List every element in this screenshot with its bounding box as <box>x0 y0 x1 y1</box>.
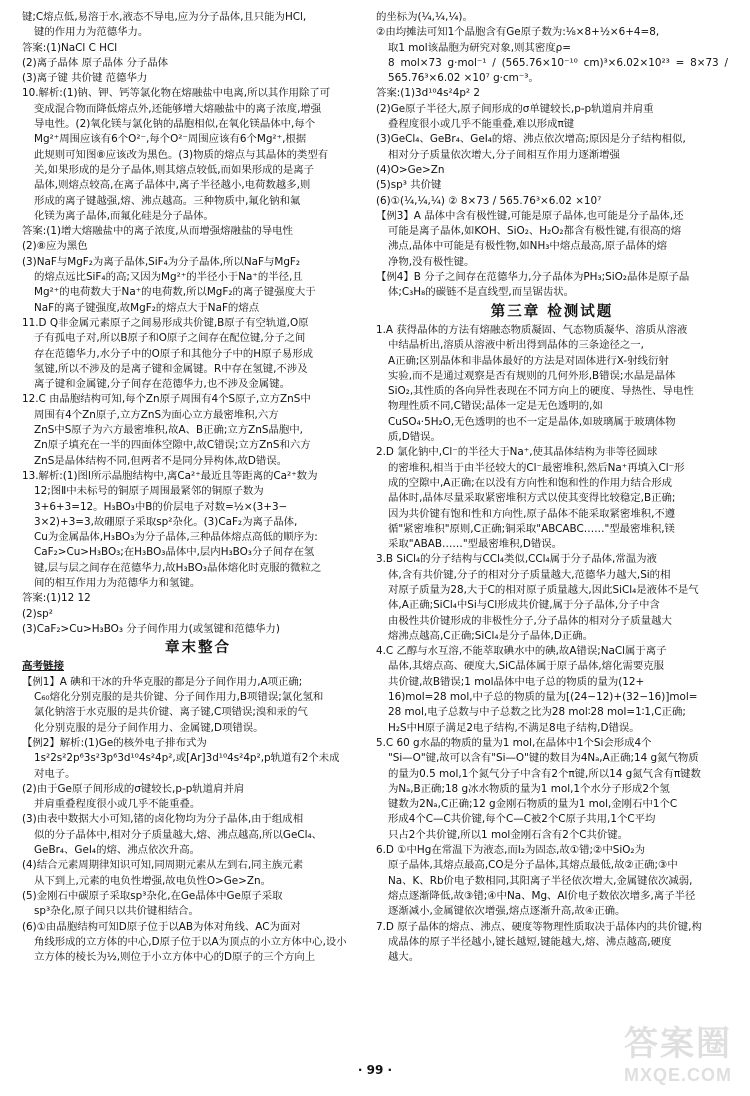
text-line: (6)①由晶胞结构可知D原子位于以AB为体对角线、AC为面对 <box>22 920 301 933</box>
page-number: · 99 · <box>357 1063 393 1077</box>
text-line: 【例4】B 分子之间存在范德华力,分子晶体为PH₃;SiO₂晶体是原子晶 <box>376 271 690 284</box>
text-line: (2)Ge原子半径大,原子间形成的σ单键较长,p-p轨道肩并肩重 <box>376 102 654 115</box>
test-question-6 <box>376 843 728 919</box>
text-line: 可能是离子晶体,如KOH、SiO₂、H₂O₂都含有极性键,有很高的熔 <box>388 225 682 238</box>
text-line: 取1 mol该晶胞为研究对象,则其密度ρ= <box>388 41 571 54</box>
test-question-4 <box>376 644 728 736</box>
right-column <box>376 10 728 965</box>
text-line: Cu为金属晶体,H₃BO₃为分子晶体,三种晶体熔点高低的顺序为: <box>34 531 318 544</box>
text-line: 采取"ABAB……"型最密堆积,D错误。 <box>388 538 563 551</box>
text-line: 1.A 获得晶体的方法有熔融态物质凝固、气态物质凝华、溶质从溶液 <box>376 323 688 336</box>
text-line: 相对分子质量依次增大,分子间相互作用力逐渐增强 <box>388 148 620 161</box>
text-line: C₆₀熔化分别克服的是共价键、分子间作用力,B项错误;氯化氢和 <box>34 691 324 704</box>
test-question-7 <box>376 920 728 966</box>
text-line: (2)由于Ge原子间形成的σ键较长,p-p轨道肩并肩 <box>22 782 245 795</box>
text-line: 成的空隙中,A正确;在以没有方向性和饱和性的作用力结合形成 <box>388 476 673 489</box>
text-line: 质,D错误。 <box>388 431 441 444</box>
text-line: CaF₂>Cu>H₃BO₃;在H₃BO₃晶体中,层内H₃BO₃分子间存在氢 <box>34 546 315 559</box>
text-line: 答案:(1)NaCl C HCl <box>22 41 118 54</box>
chapter-title: 第三章 检测试题 <box>490 303 614 320</box>
text-line: 关,如果形成的是分子晶体,则其熔点较低,而如果形成的是离子 <box>34 163 315 176</box>
text-line: 对电子。 <box>34 767 76 780</box>
text-line: (3)NaF与MgF₂为离子晶体,SiF₄为分子晶体,所以NaF与MgF₂ <box>22 255 301 268</box>
test-question-1 <box>376 323 728 445</box>
test-question-2 <box>376 445 728 552</box>
text-line: (3)CaF₂>Cu>H₃BO₃ 分子间作用力(或氢键和范德华力) <box>22 622 280 635</box>
text-line: 越大。 <box>388 951 420 964</box>
text-line: 似的分子晶体中,相对分子质量越大,熔、沸点越高,所以GeCl₄、 <box>34 828 323 841</box>
question-10 <box>22 86 374 315</box>
text-line: (2)离子晶体 原子晶体 分子晶体 <box>22 56 169 69</box>
text-line: 对原子质量为28,大于C的相对原子质量越大,因此SiCl₄是液体不是气 <box>388 583 699 596</box>
text-line: Zn原子填充在一半的四面体空隙中,故C错误;立方ZnS和六方 <box>34 439 311 452</box>
example-3 <box>376 209 728 270</box>
text-line: 为Nₐ,B正确;18 g冰水物质的量为1 mol,1个水分子形成2个氢 <box>388 782 670 795</box>
text-line: (4)O>Ge>Zn <box>376 163 445 176</box>
text-line: 晶体,其熔点高、硬度大,SiC晶体属于原子晶体,熔化需要克服 <box>388 660 665 673</box>
text-line: 3×2)+3=3,故硼原子采取sp²杂化。(3)CaF₂为离子晶体, <box>34 515 298 528</box>
text-line: 中结晶析出,溶质从溶液中析出得到晶体的三条途径之一, <box>388 339 644 352</box>
text-line: 10.解析:(1)钠、钾、钙等氯化物在熔融盐中电离,所以其作用除了可 <box>22 87 331 100</box>
text-line: 键,层与层之间存在范德华力,故H₃BO₃晶体熔化时克服的微粒之 <box>34 561 322 574</box>
text-line: ②由均摊法可知1个晶胞含有Ge原子数为:⅛×8+½×6+4=8, <box>376 26 660 39</box>
text-line: 循"紧密堆积"原则,C正确;铜采取"ABCABC……"型最密堆积,镁 <box>388 522 675 535</box>
text-line: 键的作用力为范德华力。 <box>34 26 149 39</box>
text-line: 3+6+3=12。H₃BO₃中B的价层电子对数=½×(3+3− <box>34 500 288 513</box>
text-line: SiO₂,其性质的各向异性表现在不同方向上的硬度、导热性、导电性 <box>388 385 694 398</box>
text-line: 成晶体的原子半径越小,键长越短,键能越大,熔、沸点越高,硬度 <box>388 935 672 948</box>
text-line: CuSO₄·5H₂O,无色透明的也不一定是晶体,如玻璃属于玻璃体物 <box>388 415 676 428</box>
text-line: H₂S中H原子满足2电子结构,不满足8电子结构,D错误。 <box>388 721 640 734</box>
text-line: 导电性。(2)氧化镁与氯化钠的晶胞相似,在氧化镁晶体中,每个 <box>34 118 316 131</box>
watermark-text: 答案圈 <box>624 1024 732 1064</box>
left-top-block <box>22 10 374 86</box>
text-line: 晶体,则熔点较高,在离子晶体中,离子半径越小,电荷数越多,则 <box>34 179 311 192</box>
text-line: 从下到上,元素的电负性增强,故电负性O>Ge>Zn。 <box>34 874 271 887</box>
text-line: A正确;区别晶体和非晶体最好的方法是对固体进行X-射线衍射 <box>388 354 669 367</box>
text-line: ZnS中S原子为六方最密堆积,故A、B正确;立方ZnS晶胞中, <box>34 424 303 437</box>
text-line: 体;C₃H₈的碳链不是直线型,而呈锯齿状。 <box>388 286 575 299</box>
text-line: 子有孤电子对,所以B原子和O原子之间存在配位键,分子之间 <box>34 332 306 345</box>
text-line: GeBr₄、GeI₄的熔、沸点依次升高。 <box>34 844 200 857</box>
text-line: Na、K、Rb价电子数相同,其阳离子半径依次增大,金属键依次减弱, <box>388 874 693 887</box>
text-line: 周围有4个Zn原子,立方ZnS为面心立方最密堆积,六方 <box>34 408 279 421</box>
text-line: (4)结合元素周期律知识可知,同周期元素从左到右,同主族元素 <box>22 859 304 872</box>
text-line: 的熔点远比SiF₄的高;又因为Mg²⁺的半径小于Na⁺的半径,且 <box>34 271 303 284</box>
test-question-5 <box>376 736 728 843</box>
text-line: 体,A正确;SiCl₄中Si与Cl形成共价键,属于分子晶体,分子中含 <box>388 599 660 612</box>
text-line: 键数为2Nₐ,C正确;12 g金刚石物质的量为1 mol,金刚石中1个C <box>388 798 678 811</box>
text-line: 【例2】解析:(1)Ge的核外电子排布式为 <box>22 736 207 749</box>
text-line: 的量为0.5 mol,1个氮气分子中含有2个π键,所以14 g氮气含有π键数 <box>388 767 701 780</box>
section-title: 章末整合 <box>165 640 231 657</box>
text-line: 8 mol×73 g·mol⁻¹ / (565.76×10⁻¹⁰ cm)³×6.02×10²³ = 8×73 / 565.76³×6.02 ×10⁷ g·cm⁻³。 <box>388 56 728 85</box>
text-line: 氯化钠溶于水克服的是共价键、离子键,C项错误;溴和汞的气 <box>34 706 308 719</box>
text-line: 因为共价键有饱和性和方向性,原子晶体不能采取紧密堆积,不遵 <box>388 507 676 520</box>
text-line: (5)金刚石中碳原子采取sp³杂化,在Ge晶体中Ge原子采取 <box>22 889 283 902</box>
text-line: 晶体时,晶体尽量采取紧密堆积方式以使其变得比较稳定,B正确; <box>388 492 676 505</box>
text-line: 的密堆积,相当于由半径较大的Cl⁻最密堆积,然后Na⁺再填入Cl⁻形 <box>388 461 685 474</box>
text-line: 净物,没有极性键。 <box>388 255 475 268</box>
text-line: sp³杂化,原子间只以共价键相结合。 <box>34 905 199 918</box>
text-line: 沸点,晶体中可能是有极性物,如NH₃中熔点最高,原子晶体的熔 <box>388 240 668 253</box>
text-line: "Si—O"键,故可以含有"Si—O"键的数目为4Nₐ,A正确;14 g氮气物质 <box>388 752 699 765</box>
text-line: (5)sp³ 共价键 <box>376 179 442 192</box>
text-line: 此规则可知图⑧应该改为黑色。(3)物质的熔点与其晶体的类型有 <box>34 148 329 161</box>
text-line: 2.D 氯化钠中,Cl⁻的半径大于Na⁺,使其晶体结构为非等径圆球 <box>376 446 658 459</box>
text-line: 12.C 由晶胞结构可知,每个Zn原子周围有4个S原子,立方ZnS中 <box>22 393 311 406</box>
example-2-continued <box>376 10 728 209</box>
text-line: 16)mol=28 mol,中子总的物质的量为[(24−12)+(32−16)]mol= <box>388 691 698 704</box>
text-line: 13.解析:(1)图Ⅰ所示晶胞结构中,离Ca²⁺最近且等距离的Ca²⁺数为 <box>22 469 318 482</box>
text-line: 3.B SiCl₄的分子结构与CCl₄类似,CCl₄属于分子晶体,常温为液 <box>376 553 657 566</box>
example-4 <box>376 270 728 301</box>
text-line: 形成4个C—C共价键,每个C—C被2个C原子共用,1个C平均 <box>388 813 656 826</box>
text-line: 并肩重叠程度很小或几乎不能重叠。 <box>34 798 201 811</box>
text-line: ZnS是晶体结构不同,但两者不是同分异构体,故D错误。 <box>34 454 288 467</box>
example-2 <box>22 736 374 965</box>
text-line: 变成混合物而降低熔点外,还能够增大熔融盐中的离子浓度,增强 <box>34 102 322 115</box>
text-line: 【例1】A 碘和干冰的升华克服的都是分子间作用力,A项正确; <box>22 675 303 688</box>
text-line: NaF的离子键强度,故MgF₂的熔点大于NaF的熔点 <box>34 301 260 314</box>
text-line: 原子晶体,其熔点最高,CO是分子晶体,其熔点最低,故②正确;③中 <box>388 859 678 872</box>
text-line: 逐渐减小,金属键依次增强,熔点逐渐升高,故④正确。 <box>388 905 626 918</box>
text-line: 氢键,所以不涉及的是离子键和金属键。R中存在氢键,不涉及 <box>34 362 308 375</box>
question-11 <box>22 316 374 392</box>
text-line: 叠程度很小或几乎不能重叠,难以形成π键 <box>388 118 575 131</box>
text-line: 由极性共价键形成的非极性分子,分子晶体的相对分子质量越大 <box>388 614 672 627</box>
text-line: 实验,而不是通过观察是否有规则的几何外形,B错误;水晶是晶体 <box>388 369 676 382</box>
text-line: 间的相互作用力为范德华力和氢键。 <box>34 576 201 589</box>
text-line: 7.D 原子晶体的熔点、沸点、硬度等物理性质取决于晶体内的共价键,构 <box>376 920 702 933</box>
text-line: 体,含有共价键,分子的相对分子质量越大,范德华力越大,Si的相 <box>388 568 671 581</box>
example-1 <box>22 675 374 736</box>
text-line: Mg²⁺周围应该有6个O²⁻,每个O²⁻周围应该有6个Mg²⁺,根据 <box>34 133 307 146</box>
text-line: 11.D Q非金属元素原子之间易形成共价键,B原子有空轨道,O原 <box>22 316 309 329</box>
watermark-logo <box>624 1016 732 1086</box>
gaokao-title: 高考链接 <box>22 660 64 673</box>
text-line: 形成的离子键越强,熔、沸点越高。三种物质中,氟化钠和氟 <box>34 194 301 207</box>
text-line: 熔沸点越高,C正确;SiCl₄是分子晶体,D正确。 <box>388 629 594 642</box>
text-line: 答案:(1)3d¹⁰4s²4p² 2 <box>376 87 481 100</box>
text-line: 只占2个共价键,所以1 mol金刚石含有2个C共价键。 <box>388 828 629 841</box>
text-line: 物理性质不同,C错误;晶体一定是无色透明的,如 <box>388 400 603 413</box>
text-line: (6)①(¼,¼,¼) ② 8×73 / 565.76³×6.02 ×10⁷ <box>376 194 602 207</box>
text-line: 5.C 60 g水晶的物质的量为1 mol,在晶体中1个Si会形成4个 <box>376 736 652 749</box>
text-line: 共价键,故B错误;1 mol晶体中电子总的物质的量为(12+ <box>388 675 645 688</box>
text-line: 4.C 乙醇与水互溶,不能萃取碘水中的碘,故A错误;NaCl属于离子 <box>376 645 667 658</box>
text-line: 的坐标为(¼,¼,¼)。 <box>376 11 473 23</box>
left-column <box>22 10 374 965</box>
text-line: Mg²⁺的电荷数大于Na⁺的电荷数,所以MgF₂的离子键强度大于 <box>34 286 316 299</box>
text-line: 28 mol,电子总数与中子总数之比为28 mol∶28 mol=1∶1,C正确; <box>388 706 686 719</box>
text-line: 6.D ①中Hg在常温下为液态,而I₂为固态,故①错;②中SiO₂为 <box>376 844 645 857</box>
text-line: 化镁为离子晶体,而氟化硅是分子晶体。 <box>34 209 214 222</box>
text-line: 角线形成的立方体的中心,D原子位于以A为顶点的小立方体中心,设小 <box>34 935 347 948</box>
text-line: 熔点逐渐降低,故③错;④中Na、Mg、Al价电子数依次增多,离子半径 <box>388 889 696 902</box>
text-line: (3)GeCl₄、GeBr₄、GeI₄的熔、沸点依次增高;原因是分子结构相似, <box>376 133 686 146</box>
text-line: 答案:(1)增大熔融盐中的离子浓度,从而增强熔融盐的导电性 <box>22 225 293 238</box>
text-line: (3)由表中数据大小可知,锗的卤化物均为分子晶体,由于组成相 <box>22 813 304 826</box>
text-line: 【例3】A 晶体中含有极性键,可能是原子晶体,也可能是分子晶体,还 <box>376 209 684 222</box>
text-line: (2)⑧应为黑色 <box>22 240 88 253</box>
text-line: 立方体的棱长为½,则位于小立方体中心的D原子的三个方向上 <box>34 951 316 964</box>
watermark-url: MXQE.COM <box>623 1065 732 1085</box>
test-question-3 <box>376 552 728 644</box>
text-line: 键;C熔点低,易溶于水,液态不导电,应为分子晶体,且只能为HCl, <box>22 11 307 23</box>
text-line: 存在范德华力,水分子中的O原子和其他分子中的H原子易形成 <box>34 347 314 360</box>
question-13 <box>22 469 374 637</box>
text-line: 12;图Ⅱ中未标号的铜原子周围最紧邻的铜原子数为 <box>34 485 264 498</box>
text-line: (2)sp² <box>22 607 53 620</box>
text-line: 化分别克服的是分子间作用力、金属键,D项错误。 <box>34 721 264 734</box>
question-12 <box>22 392 374 468</box>
text-line: 答案:(1)12 12 <box>22 592 91 605</box>
text-line: 离子键和金属键,分子间存在范德华力,也不涉及金属键。 <box>34 378 290 391</box>
text-line: (3)离子键 共价键 范德华力 <box>22 72 148 85</box>
text-line: 1s²2s²2p⁶3s²3p⁶3d¹⁰4s²4p²,或[Ar]3d¹⁰4s²4p²,p轨道有2个未成 <box>34 752 340 765</box>
